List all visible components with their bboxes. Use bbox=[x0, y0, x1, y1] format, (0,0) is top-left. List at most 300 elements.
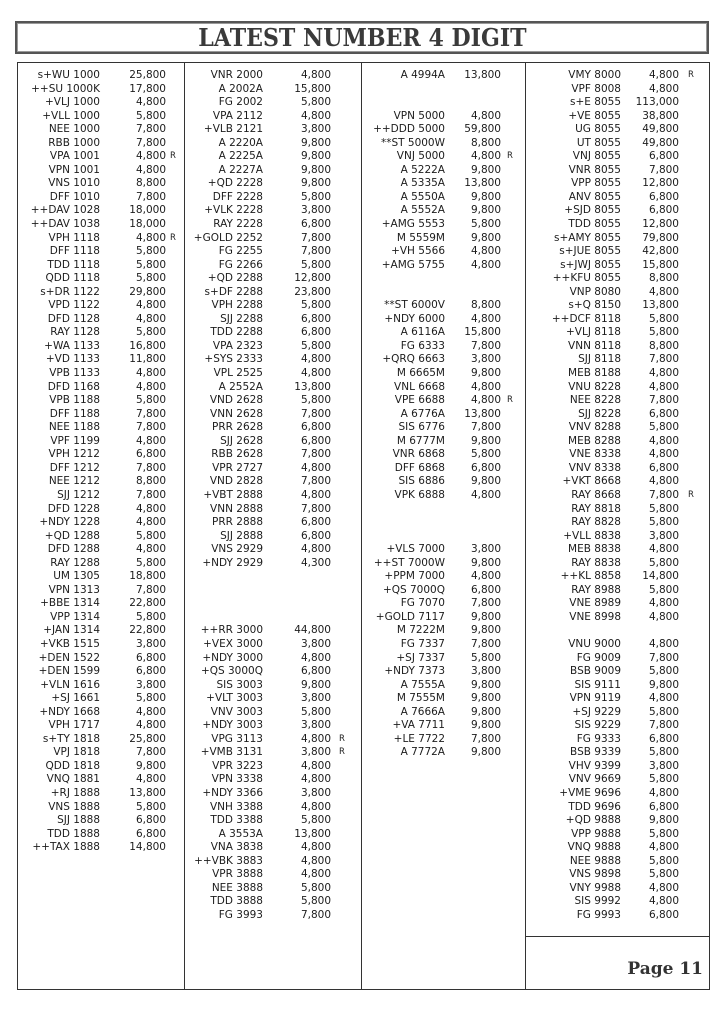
plate-number: VNV 8288 bbox=[568, 421, 621, 434]
plate-number: **ST 5000W bbox=[380, 136, 445, 149]
plate-number: +VE 8055 bbox=[568, 109, 621, 122]
reserved-flag: R bbox=[170, 151, 176, 162]
price: 13,800 bbox=[294, 827, 331, 840]
table-row bbox=[184, 773, 361, 787]
table-row bbox=[361, 448, 525, 462]
plate-number: DFF 2228 bbox=[212, 190, 263, 203]
price: 22,800 bbox=[129, 597, 166, 610]
table-row bbox=[184, 367, 361, 381]
table-row bbox=[525, 719, 709, 733]
plate-number: SIS 9992 bbox=[574, 895, 621, 908]
plate-number: VNS 1010 bbox=[48, 177, 100, 190]
plate-number: +NDY 1668 bbox=[39, 705, 100, 718]
table-row bbox=[525, 760, 709, 774]
price: 4,800 bbox=[648, 841, 679, 854]
table-row bbox=[525, 733, 709, 747]
plate-number: VPN 3338 bbox=[211, 773, 263, 786]
plate-number: VNL 6668 bbox=[394, 380, 445, 393]
plate-number: A 7555A bbox=[400, 678, 445, 691]
price: 5,800 bbox=[648, 773, 679, 786]
table-row bbox=[18, 611, 184, 625]
price: 7,800 bbox=[135, 190, 166, 203]
price: 4,800 bbox=[135, 773, 166, 786]
plate-number: VPB 1133 bbox=[49, 367, 100, 380]
price: 4,800 bbox=[135, 380, 166, 393]
plate-number: +SJ 9229 bbox=[572, 705, 621, 718]
plate-number: +QD 2228 bbox=[207, 177, 263, 190]
plate-number: A 5552A bbox=[400, 204, 445, 217]
plate-number: PRR 2888 bbox=[212, 516, 263, 529]
price: 13,800 bbox=[464, 177, 501, 190]
price: 15,800 bbox=[464, 326, 501, 339]
price: 16,800 bbox=[129, 339, 166, 352]
plate-number: +LE 7722 bbox=[393, 732, 445, 745]
table-row bbox=[184, 286, 361, 300]
plate-number: VNN 2628 bbox=[210, 407, 263, 420]
table-row bbox=[361, 597, 525, 611]
plate-number: UG 8055 bbox=[575, 123, 621, 136]
price: 9,800 bbox=[300, 150, 331, 163]
price: 5,800 bbox=[300, 895, 331, 908]
plate-number: +QD 9888 bbox=[565, 814, 621, 827]
plate-number: VPN 1001 bbox=[48, 163, 100, 176]
price: 4,800 bbox=[135, 231, 166, 244]
price: 5,800 bbox=[470, 651, 501, 664]
table-row bbox=[525, 597, 709, 611]
table-row bbox=[525, 530, 709, 544]
price: 3,800 bbox=[470, 543, 501, 556]
table-row bbox=[525, 516, 709, 530]
plate-number: +NDY 3003 bbox=[202, 719, 263, 732]
price: 5,800 bbox=[300, 339, 331, 352]
table-row bbox=[525, 448, 709, 462]
plate-number: VPR 3223 bbox=[212, 759, 263, 772]
table-row bbox=[361, 706, 525, 720]
plate-number: TDD 8055 bbox=[568, 218, 621, 231]
table-row bbox=[184, 868, 361, 882]
price: 7,800 bbox=[470, 597, 501, 610]
table-row bbox=[361, 462, 525, 476]
plate-number: A 7772A bbox=[400, 746, 445, 759]
plate-number: QDD 1118 bbox=[45, 272, 100, 285]
plate-number: +NDY 3000 bbox=[202, 651, 263, 664]
table-row bbox=[18, 516, 184, 530]
price: 17,800 bbox=[129, 82, 166, 95]
table-row bbox=[18, 326, 184, 340]
plate-number: UM 1305 bbox=[53, 570, 100, 583]
price: 6,800 bbox=[135, 827, 166, 840]
plate-number: SJJ 1212 bbox=[57, 488, 100, 501]
plate-number: +VLJ 8118 bbox=[566, 326, 621, 339]
plate-number: VPE 6688 bbox=[394, 394, 445, 407]
table-row bbox=[18, 828, 184, 842]
plate-number: VNJ 5000 bbox=[396, 150, 445, 163]
table-row bbox=[184, 841, 361, 855]
price: 15,800 bbox=[294, 82, 331, 95]
price: 49,800 bbox=[642, 136, 679, 149]
price: 3,800 bbox=[300, 786, 331, 799]
table-row bbox=[18, 462, 184, 476]
plate-number: A 6776A bbox=[400, 407, 445, 420]
price: 4,800 bbox=[470, 488, 501, 501]
plate-number: +VLT 3003 bbox=[206, 692, 263, 705]
plate-number: VPN 5000 bbox=[393, 109, 445, 122]
price: 9,800 bbox=[470, 624, 501, 637]
table-row bbox=[18, 218, 184, 232]
price: 5,800 bbox=[300, 705, 331, 718]
price: 7,800 bbox=[648, 353, 679, 366]
plate-number: FG 2266 bbox=[218, 258, 263, 271]
plate-number: RAY 8668 bbox=[571, 488, 621, 501]
table-row bbox=[361, 611, 525, 625]
table-row bbox=[184, 665, 361, 679]
table-row bbox=[184, 245, 361, 259]
price: 13,800 bbox=[642, 299, 679, 312]
table-row bbox=[361, 652, 525, 666]
table-row bbox=[184, 191, 361, 205]
price: 12,800 bbox=[642, 218, 679, 231]
plate-number: NEE 8228 bbox=[569, 394, 621, 407]
table-row bbox=[525, 421, 709, 435]
plate-number: A 5222A bbox=[400, 163, 445, 176]
plate-number: BSB 9009 bbox=[570, 665, 621, 678]
table-row bbox=[361, 394, 525, 408]
plate-number: +WA 1133 bbox=[44, 339, 100, 352]
table-row bbox=[525, 177, 709, 191]
plate-number: s+E 8055 bbox=[570, 96, 621, 109]
plate-number: +RJ 1888 bbox=[50, 786, 100, 799]
table-row bbox=[361, 123, 525, 137]
plate-number: VPH 1717 bbox=[48, 719, 100, 732]
price: 4,800 bbox=[648, 597, 679, 610]
price: 6,800 bbox=[648, 908, 679, 921]
price: 9,800 bbox=[470, 610, 501, 623]
table-row bbox=[361, 218, 525, 232]
price: 6,800 bbox=[135, 651, 166, 664]
table-row bbox=[18, 448, 184, 462]
price: 4,300 bbox=[300, 556, 331, 569]
table-row bbox=[184, 69, 361, 83]
price: 4,800 bbox=[300, 759, 331, 772]
table-row bbox=[184, 353, 361, 367]
price: 8,800 bbox=[135, 475, 166, 488]
price: 9,800 bbox=[470, 746, 501, 759]
plate-number: VPB 1188 bbox=[49, 394, 100, 407]
table-row bbox=[525, 841, 709, 855]
plate-number: +SJ 1661 bbox=[51, 692, 100, 705]
plate-number: +AMG 5755 bbox=[381, 258, 445, 271]
plate-number: VNR 2000 bbox=[210, 69, 263, 81]
plate-number: M 6777M bbox=[396, 434, 445, 447]
table-row bbox=[525, 259, 709, 273]
price: 7,800 bbox=[470, 732, 501, 745]
price: 3,800 bbox=[135, 637, 166, 650]
plate-number: +SYS 2333 bbox=[204, 353, 263, 366]
price: 4,800 bbox=[470, 109, 501, 122]
price: 7,800 bbox=[470, 339, 501, 352]
table-row bbox=[184, 177, 361, 191]
plate-number: ++KL 8858 bbox=[560, 570, 621, 583]
plate-number: FG 6333 bbox=[400, 339, 445, 352]
price: 9,800 bbox=[648, 678, 679, 691]
table-row bbox=[525, 801, 709, 815]
price: 9,800 bbox=[470, 678, 501, 691]
price: 5,800 bbox=[648, 312, 679, 325]
plate-number: VPG 3113 bbox=[211, 732, 263, 745]
plate-number: VNH 3388 bbox=[210, 800, 263, 813]
table-row bbox=[525, 340, 709, 354]
plate-number: SJJ 8228 bbox=[578, 407, 621, 420]
plate-number: DFF 1118 bbox=[49, 245, 100, 258]
table-row bbox=[18, 435, 184, 449]
plate-number: A 2227A bbox=[218, 163, 263, 176]
table-row bbox=[184, 164, 361, 178]
table-row bbox=[184, 475, 361, 489]
price: 8,800 bbox=[648, 339, 679, 352]
plate-number: MEB 8288 bbox=[568, 434, 621, 447]
table-row bbox=[18, 96, 184, 110]
price: 4,800 bbox=[300, 868, 331, 881]
plate-number: +VLL 8838 bbox=[563, 529, 621, 542]
price: 6,800 bbox=[470, 583, 501, 596]
price: 9,800 bbox=[470, 556, 501, 569]
plate-number: +PPM 7000 bbox=[384, 570, 445, 583]
plate-number: **ST 6000V bbox=[384, 299, 445, 312]
table-row bbox=[525, 665, 709, 679]
group-spacer bbox=[361, 83, 525, 110]
plate-number: M 5559M bbox=[396, 231, 445, 244]
price: 8,800 bbox=[470, 136, 501, 149]
price: 4,800 bbox=[135, 502, 166, 515]
price: 5,800 bbox=[135, 610, 166, 623]
table-row bbox=[18, 787, 184, 801]
plate-number: VNS 1888 bbox=[48, 800, 100, 813]
plate-number: RBB 1000 bbox=[48, 136, 100, 149]
table-row bbox=[525, 503, 709, 517]
table-row bbox=[361, 137, 525, 151]
plate-number: VNR 8055 bbox=[568, 163, 621, 176]
plate-number: BSB 9339 bbox=[570, 746, 621, 759]
table-row bbox=[184, 448, 361, 462]
table-row bbox=[18, 570, 184, 584]
plate-number: +SJ 7337 bbox=[396, 651, 445, 664]
table-row bbox=[184, 855, 361, 869]
table-row bbox=[18, 137, 184, 151]
table-row bbox=[184, 313, 361, 327]
plate-number: TDD 1118 bbox=[47, 258, 100, 271]
table-row bbox=[184, 96, 361, 110]
plate-number: ++SU 1000K bbox=[31, 82, 100, 95]
price: 3,800 bbox=[300, 746, 331, 759]
plate-number: ++ST 7000W bbox=[373, 556, 445, 569]
plate-number: A 4994A bbox=[400, 69, 445, 81]
price: 4,800 bbox=[470, 258, 501, 271]
price: 7,800 bbox=[648, 488, 679, 501]
table-row bbox=[361, 313, 525, 327]
plate-number: VNQ 1881 bbox=[46, 773, 100, 786]
price: 6,800 bbox=[300, 434, 331, 447]
table-row bbox=[525, 855, 709, 869]
price: 18,000 bbox=[129, 218, 166, 231]
price: 5,800 bbox=[135, 556, 166, 569]
plate-number: VNQ 9888 bbox=[567, 841, 621, 854]
price: 4,800 bbox=[648, 367, 679, 380]
plate-number: TDD 2288 bbox=[210, 326, 263, 339]
price: 6,800 bbox=[648, 190, 679, 203]
price: 9,800 bbox=[300, 136, 331, 149]
table-row bbox=[525, 191, 709, 205]
table-row bbox=[184, 83, 361, 97]
price: 3,800 bbox=[300, 204, 331, 217]
price: 4,800 bbox=[135, 719, 166, 732]
table-row bbox=[18, 177, 184, 191]
table-row bbox=[361, 110, 525, 124]
plate-number: +VKT 8668 bbox=[562, 475, 621, 488]
table-row bbox=[184, 638, 361, 652]
reserved-flag: R bbox=[339, 733, 345, 744]
title-banner bbox=[15, 21, 709, 54]
plate-number: +DEN 1599 bbox=[38, 665, 100, 678]
table-row bbox=[525, 394, 709, 408]
table-row bbox=[525, 110, 709, 124]
table-row bbox=[525, 557, 709, 571]
table-row bbox=[525, 326, 709, 340]
price: 42,800 bbox=[642, 245, 679, 258]
table-row bbox=[361, 381, 525, 395]
price: 9,800 bbox=[300, 177, 331, 190]
price: 9,800 bbox=[470, 231, 501, 244]
plate-number: VPK 6888 bbox=[394, 488, 445, 501]
table-row bbox=[525, 828, 709, 842]
price: 4,800 bbox=[648, 285, 679, 298]
table-row bbox=[184, 326, 361, 340]
price: 9,800 bbox=[470, 190, 501, 203]
table-row bbox=[361, 435, 525, 449]
table-row bbox=[18, 83, 184, 97]
price: 9,800 bbox=[470, 434, 501, 447]
price: 4,800 bbox=[300, 732, 331, 745]
price: 4,800 bbox=[300, 800, 331, 813]
price: 6,800 bbox=[470, 461, 501, 474]
plate-number: A 3553A bbox=[218, 827, 263, 840]
price: 7,800 bbox=[135, 583, 166, 596]
table-row bbox=[184, 679, 361, 693]
reserved-flag: R bbox=[688, 489, 694, 500]
price: 4,800 bbox=[470, 245, 501, 258]
price: 4,800 bbox=[648, 610, 679, 623]
plate-number: A 2552A bbox=[218, 380, 263, 393]
plate-number: SJJ 8118 bbox=[578, 353, 621, 366]
plate-number: DFD 1168 bbox=[47, 380, 100, 393]
table-row bbox=[18, 381, 184, 395]
table-row bbox=[184, 557, 361, 571]
table-row bbox=[525, 489, 709, 503]
price: 4,800 bbox=[135, 705, 166, 718]
plate-number: SIS 6886 bbox=[398, 475, 445, 488]
table-row bbox=[18, 719, 184, 733]
plate-number: VMY 8000 bbox=[568, 69, 621, 81]
price: 4,800 bbox=[470, 150, 501, 163]
plate-number: ++VBK 3883 bbox=[194, 854, 263, 867]
price: 7,800 bbox=[135, 123, 166, 136]
price: 3,800 bbox=[300, 637, 331, 650]
price: 3,800 bbox=[648, 529, 679, 542]
table-row bbox=[18, 69, 184, 83]
price: 5,800 bbox=[135, 272, 166, 285]
plate-number: +BBE 1314 bbox=[40, 597, 100, 610]
table-row bbox=[18, 543, 184, 557]
table-row bbox=[184, 787, 361, 801]
plate-number: +VLS 7000 bbox=[386, 543, 445, 556]
plate-number: +DEN 1522 bbox=[38, 651, 100, 664]
table-row bbox=[184, 895, 361, 909]
table-row bbox=[18, 624, 184, 638]
table-row bbox=[18, 286, 184, 300]
table-row bbox=[361, 326, 525, 340]
plate-number: VNJ 8055 bbox=[572, 150, 621, 163]
plate-number: VNS 9898 bbox=[569, 868, 621, 881]
price: 3,800 bbox=[300, 123, 331, 136]
table-row bbox=[184, 503, 361, 517]
price: 7,800 bbox=[648, 651, 679, 664]
price: 5,800 bbox=[648, 502, 679, 515]
price: 5,800 bbox=[300, 258, 331, 271]
table-row bbox=[525, 272, 709, 286]
plate-number: VND 2628 bbox=[209, 394, 263, 407]
price: 6,800 bbox=[135, 448, 166, 461]
table-row bbox=[184, 259, 361, 273]
price: 5,800 bbox=[648, 705, 679, 718]
table-row bbox=[184, 530, 361, 544]
plate-number: A 7666A bbox=[400, 705, 445, 718]
table-row bbox=[184, 801, 361, 815]
table-row bbox=[525, 137, 709, 151]
plate-number: TDD 3888 bbox=[210, 895, 263, 908]
price: 4,800 bbox=[300, 543, 331, 556]
table-row bbox=[18, 489, 184, 503]
table-row bbox=[184, 232, 361, 246]
table-row bbox=[184, 814, 361, 828]
page-title: LATEST NUMBER 4 DIGIT bbox=[197, 23, 527, 52]
plate-number: VNS 2929 bbox=[211, 543, 263, 556]
table-row bbox=[361, 692, 525, 706]
number-price-table bbox=[17, 62, 710, 990]
plate-number: +QD 1288 bbox=[44, 529, 100, 542]
price: 6,800 bbox=[300, 421, 331, 434]
table-row bbox=[525, 882, 709, 896]
price: 7,800 bbox=[135, 461, 166, 474]
plate-number: s+WU 1000 bbox=[37, 69, 100, 81]
price: 6,800 bbox=[135, 665, 166, 678]
group-spacer bbox=[525, 624, 709, 638]
plate-number: RAY 1128 bbox=[50, 326, 100, 339]
price: 3,800 bbox=[648, 759, 679, 772]
price: 4,800 bbox=[300, 109, 331, 122]
table-row bbox=[18, 204, 184, 218]
table-row bbox=[184, 882, 361, 896]
table-row bbox=[18, 421, 184, 435]
price: 7,800 bbox=[300, 908, 331, 921]
price: 4,800 bbox=[135, 150, 166, 163]
table-row bbox=[525, 286, 709, 300]
table-row bbox=[525, 313, 709, 327]
plate-number: DFF 6868 bbox=[394, 461, 445, 474]
plate-number: M 7555M bbox=[396, 692, 445, 705]
plate-number: RBB 2628 bbox=[211, 448, 263, 461]
price: 6,800 bbox=[648, 461, 679, 474]
plate-number: VNU 8228 bbox=[568, 380, 621, 393]
price: 5,800 bbox=[300, 96, 331, 109]
